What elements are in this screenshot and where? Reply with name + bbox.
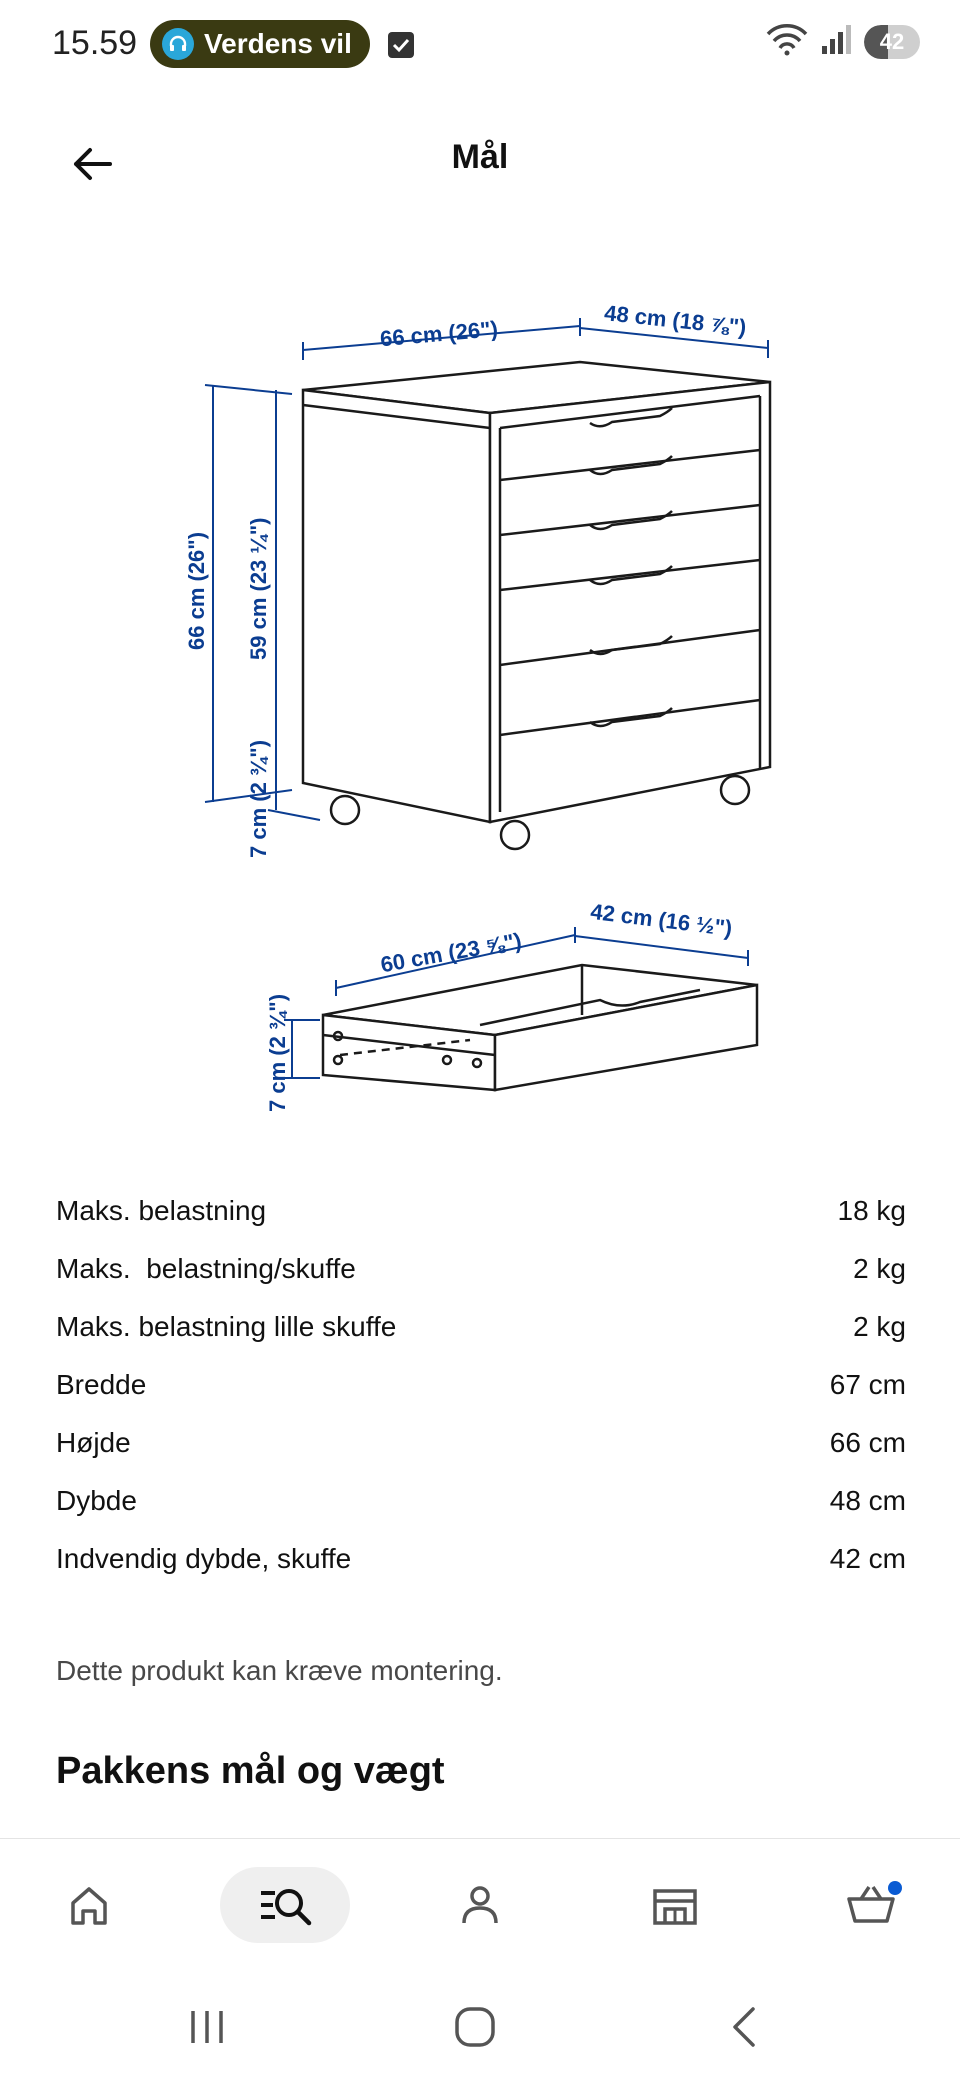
spec-row — [56, 1311, 906, 1369]
spec-value: 66 cm — [829, 1427, 906, 1458]
home-icon — [65, 1881, 113, 1929]
back-chevron-icon — [727, 2005, 763, 2049]
battery-level: 42 — [879, 28, 905, 54]
spec-label: Maks. belastning — [56, 1195, 267, 1226]
media-label: Verdens vil — [204, 28, 352, 59]
spec-label: Højde — [56, 1427, 131, 1458]
spec-value: 18 kg — [837, 1195, 906, 1226]
profile-icon — [456, 1881, 504, 1929]
drawer-height-label: 7 cm (2 ¾") — [265, 993, 290, 1112]
cell-signal-icon — [820, 22, 854, 61]
home-circle-icon — [453, 2005, 497, 2049]
spec-row — [56, 1543, 906, 1601]
dimensions-diagram — [0, 290, 960, 1140]
spec-label: Indvendig dybde, skuffe — [56, 1543, 352, 1574]
checkbox-notification-icon — [388, 32, 414, 58]
spec-row — [56, 1485, 906, 1543]
assembly-note: Dette produkt kan kræve montering. — [56, 1655, 503, 1686]
status-time: 15.59 — [52, 24, 138, 62]
spec-label: Maks. belastning lille skuffe — [56, 1311, 397, 1342]
cabinet-total-height-label: 66 cm (26") — [184, 531, 209, 650]
spec-label: Maks. belastning/skuffe — [56, 1253, 356, 1284]
cart-badge — [888, 1881, 902, 1895]
drawer-depth-label: 42 cm (16 ½") — [589, 898, 734, 941]
system-home-button[interactable] — [440, 2002, 510, 2052]
spec-row — [56, 1427, 906, 1485]
battery-icon — [864, 25, 920, 59]
page-title: Mål — [451, 138, 509, 176]
spec-value: 2 kg — [853, 1311, 906, 1342]
nav-home[interactable] — [24, 1867, 154, 1943]
cabinet-depth-label: 48 cm (18 ⅞") — [603, 300, 748, 340]
search-list-icon — [257, 1881, 313, 1929]
spec-row — [56, 1195, 906, 1253]
spec-list — [56, 1195, 906, 1601]
nav-cart[interactable] — [806, 1867, 936, 1943]
caster-height-label: 7 cm (2 ¾") — [246, 739, 271, 858]
headphones-icon — [162, 28, 194, 60]
media-indicator[interactable] — [150, 20, 370, 68]
spec-value: 42 cm — [829, 1543, 906, 1574]
nav-search[interactable] — [220, 1867, 350, 1943]
store-icon — [649, 1881, 701, 1929]
spec-row — [56, 1253, 906, 1311]
drawer-width-label: 60 cm (23 ⅝") — [378, 927, 524, 978]
spec-label: Dybde — [56, 1485, 137, 1516]
status-indicators — [764, 22, 920, 61]
status-bar — [0, 0, 960, 90]
spec-value: 48 cm — [829, 1485, 906, 1516]
wifi-icon — [764, 22, 810, 61]
cabinet-body-height-label: 59 cm (23 ¼") — [246, 517, 271, 660]
recent-apps-button[interactable] — [172, 2002, 242, 2052]
header — [0, 110, 960, 215]
spec-label: Bredde — [56, 1369, 147, 1400]
bottom-navigation — [0, 1838, 960, 1970]
spec-value: 67 cm — [829, 1369, 906, 1400]
spec-value: 2 kg — [853, 1253, 906, 1284]
system-navigation — [0, 1972, 960, 2080]
package-section-heading[interactable]: Pakkens mål og vægt — [56, 1750, 445, 1792]
system-back-button[interactable] — [710, 2002, 780, 2052]
recent-apps-icon — [187, 2007, 227, 2047]
cabinet-width-label: 66 cm (26") — [379, 316, 499, 352]
nav-store[interactable] — [610, 1867, 740, 1943]
nav-profile[interactable] — [415, 1867, 545, 1943]
spec-row — [56, 1369, 906, 1427]
